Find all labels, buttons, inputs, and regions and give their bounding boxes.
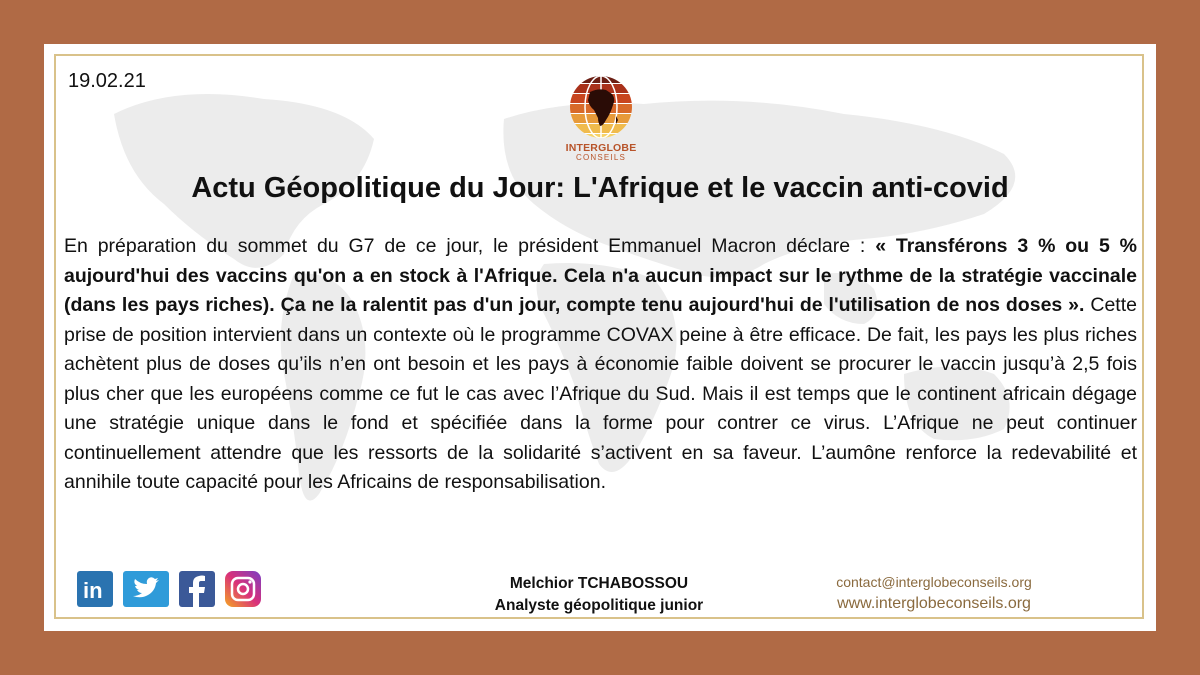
author-name: Melchior TCHABOSSOU (509, 575, 689, 592)
logo-name: INTERGLOBE (565, 142, 637, 154)
article-quote: « Transférons 3 % ou 5 % aujourd'hui des vaccins qu'on a en stock à l'Afrique. Cela n'a aucun impact sur le rythme de la stratégie vaccinale (dans les pays riches). Ça ne la ralentit pas d'un jour, compte tenu aujourd'hui de l'utilisation de nos doses ». (64, 235, 1137, 316)
facebook-icon[interactable] (179, 571, 215, 607)
contact-block (804, 571, 1064, 615)
post-card (44, 44, 1156, 631)
article-rest: Cette prise de position intervient dans un contexte où le programme COVAX peine à être efficace. De fait, les pays les plus riches achètent plus de doses qu’ils n’en ont besoin et les pays à économie faible doivent se procurer le vaccin jusqu’à 2,5 fois plus cher que les européens comme ce fut le cas avec l’Afrique du Sud. Mais il est temps que le continent africain dégage une stratégie unique dans le fond et spécifiée dans la forme pour contrer ce virus. L’Afrique ne peut continuer continuellement attendre que les ressorts de la solidarité s’activent en sa faveur. L’aumône renforce la redevabilité et annihile toute capacité pour les Africains de responsabilisation. (64, 294, 1137, 493)
article-intro: En préparation du sommet du G7 de ce jour, le président Emmanuel Macron déclare : (64, 235, 876, 257)
globe-africa-logo-icon (568, 74, 634, 140)
contact-email-link[interactable]: contact@interglobeconseils.org (836, 574, 1032, 590)
linkedin-icon[interactable] (77, 571, 113, 607)
author-role: Analyste géopolitique junior (494, 597, 704, 614)
post-date: 19.02.21 (68, 70, 146, 92)
twitter-icon[interactable] (123, 571, 169, 607)
linkedin-label: in (83, 578, 103, 603)
article-body (64, 232, 1137, 498)
post-title: Actu Géopolitique du Jour: L'Afrique et le vaccin anti-covid (191, 172, 1009, 204)
logo-subname: CONSEILS (575, 153, 627, 162)
website-link[interactable]: www.interglobeconseils.org (837, 595, 1031, 612)
author-block (464, 573, 734, 617)
social-links (77, 571, 261, 607)
instagram-icon[interactable] (225, 571, 261, 607)
interglobe-logo (556, 74, 646, 184)
